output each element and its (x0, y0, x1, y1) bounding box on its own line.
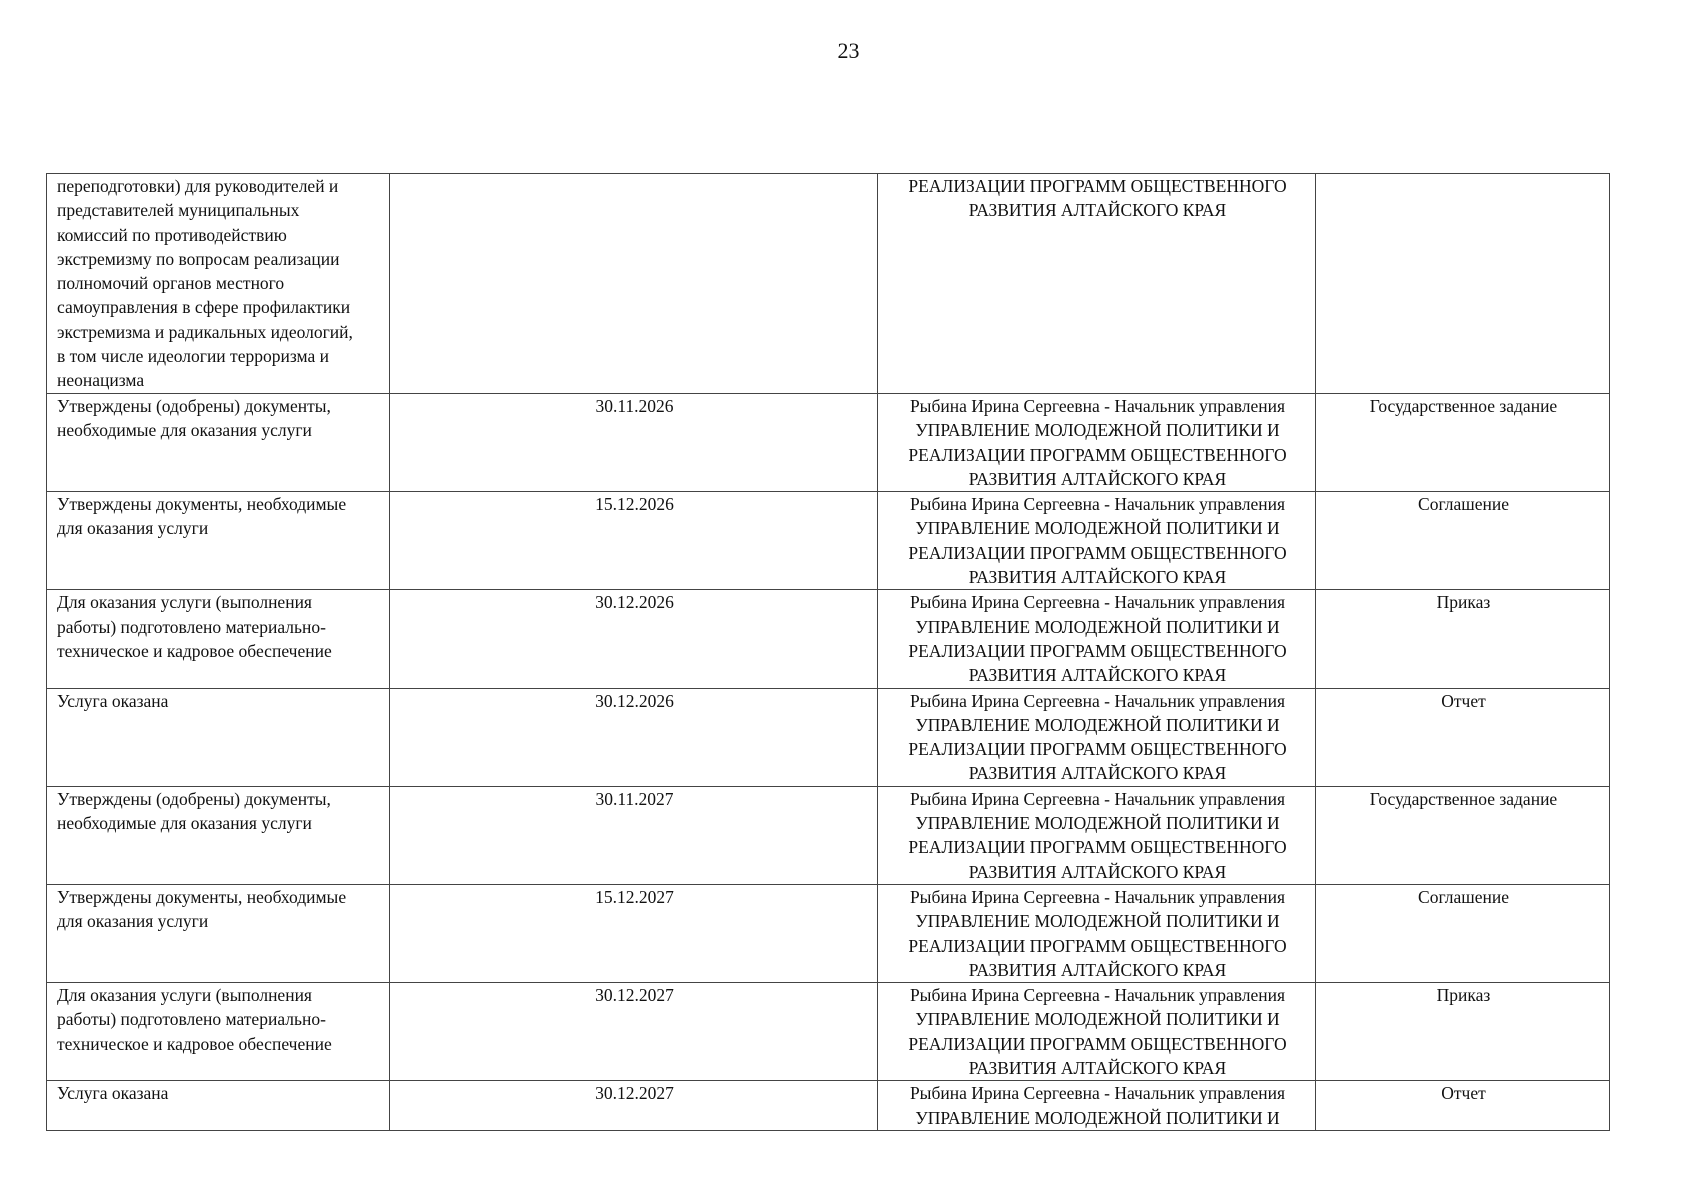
table-row (47, 1081, 1610, 1131)
date-cell: 15.12.2026 (390, 492, 878, 590)
cell-line: переподготовки) для руководителей и (57, 176, 339, 196)
cell-line: для оказания услуги (57, 911, 209, 932)
table-row (47, 688, 1610, 786)
cell-line: РАЗВИТИЯ АЛТАЙСКОГО КРАЯ (968, 1058, 1227, 1079)
cell-line: Рыбина Ирина Сергеевна - Начальник управления (909, 1083, 1286, 1104)
control-points-table (46, 173, 1610, 1131)
cell-line: РАЗВИТИЯ АЛТАЙСКОГО КРАЯ (968, 763, 1227, 784)
responsible-cell (878, 983, 1316, 1081)
cell-line: РЕАЛИЗАЦИИ ПРОГРАММ ОБЩЕСТВЕННОГО (908, 837, 1287, 858)
cell-line: техническое и кадровое обеспечение (57, 1033, 332, 1054)
responsible-cell (878, 394, 1316, 492)
cell-line: Рыбина Ирина Сергеевна - Начальник управления (909, 886, 1286, 907)
document-cell: Отчет (1316, 1081, 1610, 1131)
event-cell (47, 884, 390, 982)
date-cell: 30.11.2026 (390, 394, 878, 492)
table-row (47, 174, 1610, 394)
cell-line: РЕАЛИЗАЦИИ ПРОГРАММ ОБЩЕСТВЕННОГО (908, 640, 1287, 661)
cell-line: УПРАВЛЕНИЕ МОЛОДЕЖНОЙ ПОЛИТИКИ И (915, 518, 1280, 539)
cell-line: полномочий органов местного (57, 273, 285, 294)
cell-line: работы) подготовлено материально- (57, 616, 326, 637)
cell-line: Рыбина Ирина Сергеевна - Начальник управления (909, 494, 1286, 515)
date-cell: 30.12.2026 (390, 590, 878, 688)
cell-line: Для оказания услуги (выполнения (57, 985, 312, 1006)
cell-line: Рыбина Ирина Сергеевна - Начальник управления (909, 985, 1286, 1006)
cell-line: Рыбина Ирина Сергеевна - Начальник управления (909, 788, 1286, 809)
cell-line: Рыбина Ирина Сергеевна - Начальник управления (909, 592, 1286, 613)
document-cell: Государственное задание (1316, 786, 1610, 884)
document-cell: Соглашение (1316, 492, 1610, 590)
event-cell (47, 394, 390, 492)
table-row (47, 786, 1610, 884)
date-cell: 30.12.2027 (390, 1081, 878, 1131)
responsible-cell (878, 1081, 1316, 1131)
cell-line: РЕАЛИЗАЦИИ ПРОГРАММ ОБЩЕСТВЕННОГО (908, 935, 1287, 956)
cell-line: Утверждены (одобрены) документы, (57, 788, 331, 809)
cell-line: Утверждены (одобрены) документы, (57, 396, 331, 416)
table-row (47, 394, 1610, 492)
cell-line: работы) подготовлено материально- (57, 1009, 326, 1030)
responsible-cell (878, 786, 1316, 884)
cell-line: для оказания услуги (57, 518, 209, 539)
responsible-cell (878, 884, 1316, 982)
cell-line: Утверждены документы, необходимые (57, 886, 347, 907)
document-cell: Приказ (1316, 983, 1610, 1081)
cell-line: Утверждены документы, необходимые (57, 494, 347, 515)
responsible-cell (878, 492, 1316, 590)
cell-line: экстремизма и радикальных идеологий, (57, 321, 353, 342)
cell-line: РЕАЛИЗАЦИИ ПРОГРАММ ОБЩЕСТВЕННОГО (908, 1033, 1287, 1054)
cell-line: РЕАЛИЗАЦИИ ПРОГРАММ ОБЩЕСТВЕННОГО (908, 176, 1287, 196)
cell-line: неонацизма (57, 370, 145, 391)
cell-line: представителей муниципальных (57, 200, 300, 221)
cell-line: комиссий по противодействию (57, 224, 287, 245)
cell-line: РАЗВИТИЯ АЛТАЙСКОГО КРАЯ (968, 861, 1227, 882)
cell-line: РАЗВИТИЯ АЛТАЙСКОГО КРАЯ (968, 665, 1227, 686)
event-cell (47, 688, 390, 786)
cell-line: самоуправления в сфере профилактики (57, 297, 351, 318)
table-row (47, 492, 1610, 590)
cell-line: Услуга оказана (57, 1083, 169, 1104)
document-cell: Отчет (1316, 688, 1610, 786)
document-cell (1316, 174, 1610, 394)
table-row (47, 983, 1610, 1081)
document-cell: Государственное задание (1316, 394, 1610, 492)
responsible-cell (878, 174, 1316, 394)
event-cell (47, 174, 390, 394)
responsible-cell (878, 590, 1316, 688)
date-cell: 30.11.2027 (390, 786, 878, 884)
date-cell: 30.12.2026 (390, 688, 878, 786)
cell-line: Для оказания услуги (выполнения (57, 592, 312, 613)
event-cell (47, 983, 390, 1081)
cell-line: РЕАЛИЗАЦИИ ПРОГРАММ ОБЩЕСТВЕННОГО (908, 739, 1287, 760)
cell-line: РАЗВИТИЯ АЛТАЙСКОГО КРАЯ (968, 468, 1227, 489)
cell-line: РАЗВИТИЯ АЛТАЙСКОГО КРАЯ (968, 959, 1227, 980)
cell-line: УПРАВЛЕНИЕ МОЛОДЕЖНОЙ ПОЛИТИКИ И (915, 1009, 1280, 1030)
event-cell (47, 590, 390, 688)
cell-line: УПРАВЛЕНИЕ МОЛОДЕЖНОЙ ПОЛИТИКИ И (915, 911, 1280, 932)
table-row (47, 884, 1610, 982)
cell-line: техническое и кадровое обеспечение (57, 640, 332, 661)
table-body (47, 174, 1610, 1131)
cell-line: необходимые для оказания услуги (57, 420, 312, 441)
event-cell (47, 492, 390, 590)
cell-line: экстремизму по вопросам реализации (57, 248, 340, 269)
cell-line: УПРАВЛЕНИЕ МОЛОДЕЖНОЙ ПОЛИТИКИ И (915, 616, 1280, 637)
page-number: 23 (837, 38, 860, 63)
event-cell (47, 1081, 390, 1131)
table-row (47, 590, 1610, 688)
cell-line: УПРАВЛЕНИЕ МОЛОДЕЖНОЙ ПОЛИТИКИ И (915, 714, 1280, 735)
cell-line: РАЗВИТИЯ АЛТАЙСКОГО КРАЯ (968, 567, 1227, 588)
cell-line: Услуга оказана (57, 690, 169, 711)
responsible-cell (878, 688, 1316, 786)
cell-line: в том числе идеологии терроризма и (57, 346, 329, 367)
cell-line: УПРАВЛЕНИЕ МОЛОДЕЖНОЙ ПОЛИТИКИ И (915, 1107, 1280, 1128)
document-cell: Соглашение (1316, 884, 1610, 982)
event-cell (47, 786, 390, 884)
cell-line: Рыбина Ирина Сергеевна - Начальник управления (909, 396, 1286, 416)
cell-line: УПРАВЛЕНИЕ МОЛОДЕЖНОЙ ПОЛИТИКИ И (915, 420, 1280, 441)
date-cell: 30.12.2027 (390, 983, 878, 1081)
cell-line: РАЗВИТИЯ АЛТАЙСКОГО КРАЯ (968, 200, 1227, 221)
date-cell: 15.12.2027 (390, 884, 878, 982)
date-cell (390, 174, 878, 394)
cell-line: УПРАВЛЕНИЕ МОЛОДЕЖНОЙ ПОЛИТИКИ И (915, 813, 1280, 834)
cell-line: необходимые для оказания услуги (57, 813, 312, 834)
document-cell: Приказ (1316, 590, 1610, 688)
cell-line: РЕАЛИЗАЦИИ ПРОГРАММ ОБЩЕСТВЕННОГО (908, 444, 1287, 465)
cell-line: РЕАЛИЗАЦИИ ПРОГРАММ ОБЩЕСТВЕННОГО (908, 542, 1287, 563)
cell-line: Рыбина Ирина Сергеевна - Начальник управления (909, 690, 1286, 711)
